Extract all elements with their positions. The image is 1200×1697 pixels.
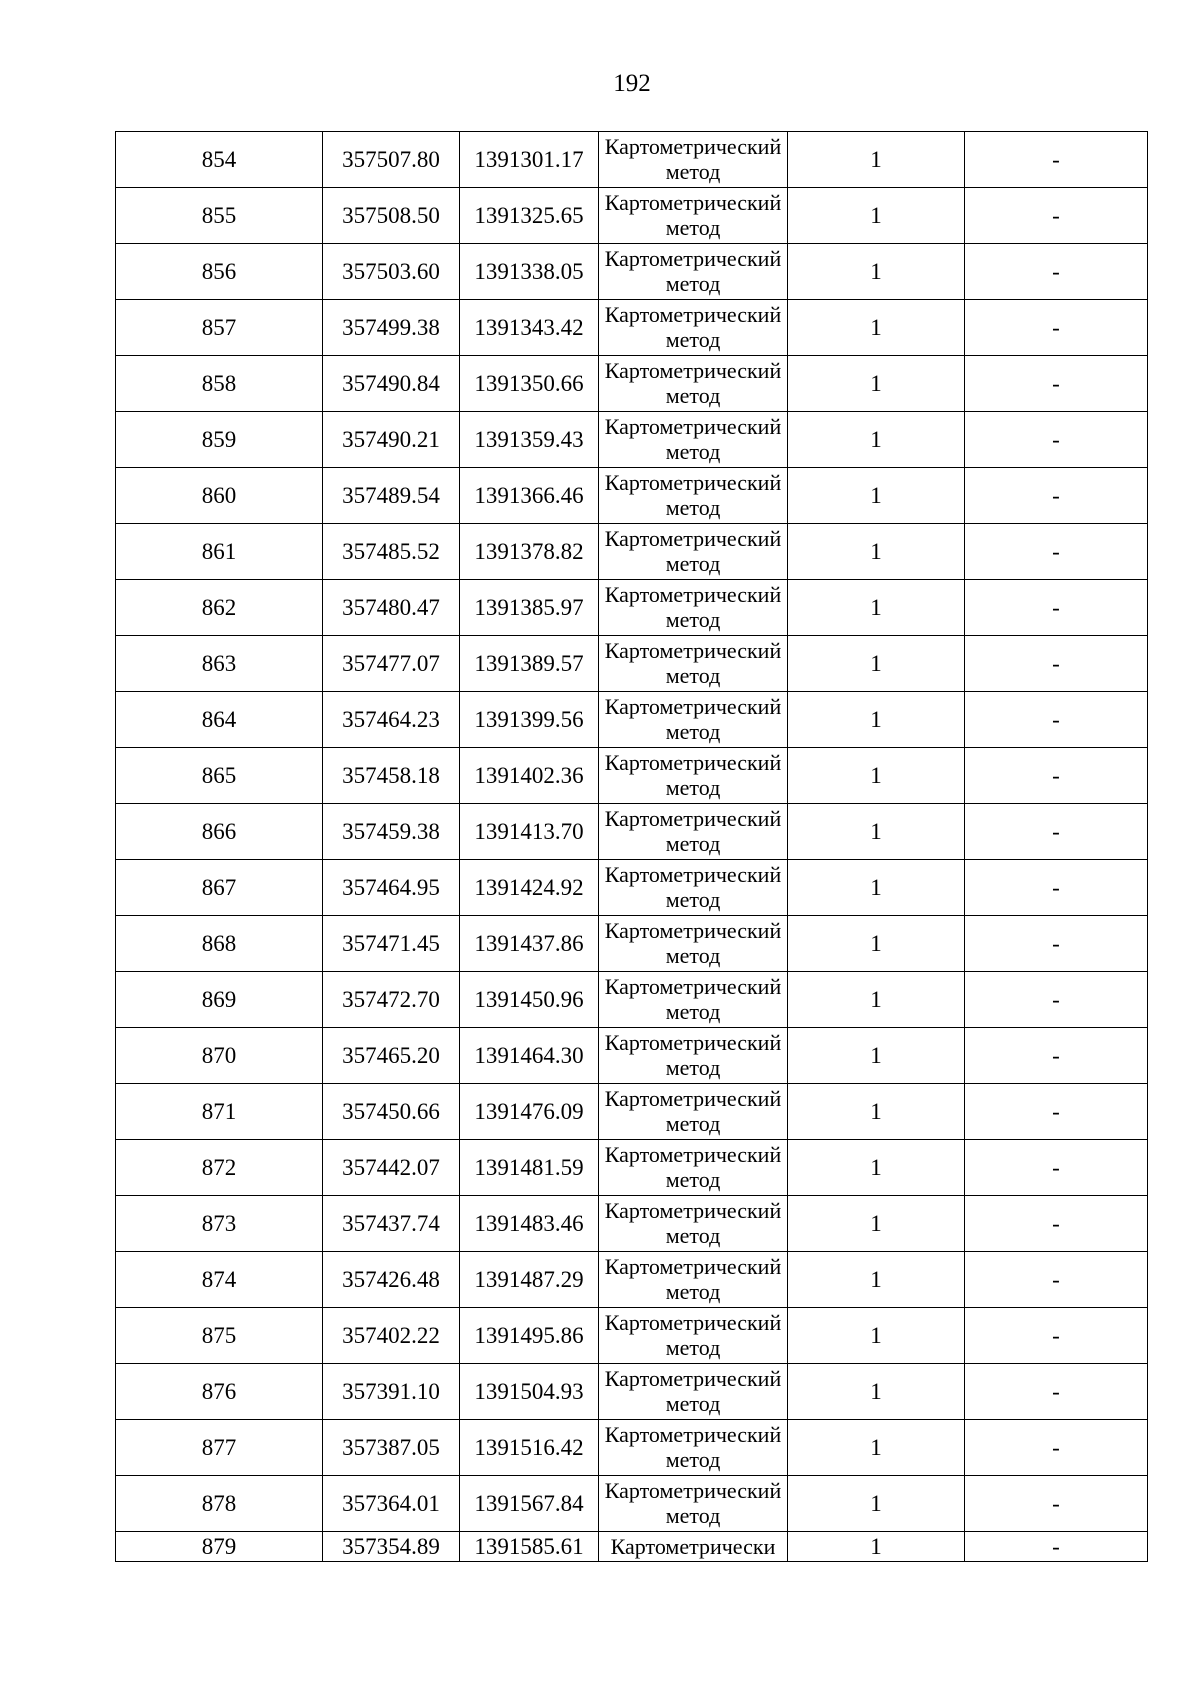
x-coordinate-cell: 357426.48 [323, 1252, 460, 1308]
x-coordinate-cell: 357442.07 [323, 1140, 460, 1196]
table-row [116, 1140, 1148, 1196]
method-cell: Картометрический метод [599, 1476, 788, 1532]
point-number-cell: 871 [116, 1084, 323, 1140]
note-cell: - [965, 916, 1148, 972]
accuracy-cell: 1 [788, 132, 965, 188]
point-number-cell: 856 [116, 244, 323, 300]
method-cell: Картометрический метод [599, 412, 788, 468]
note-cell: - [965, 1308, 1148, 1364]
table-row [116, 468, 1148, 524]
table-row [116, 1308, 1148, 1364]
x-coordinate-cell: 357490.84 [323, 356, 460, 412]
y-coordinate-cell: 1391389.57 [460, 636, 599, 692]
method-cell: Картометрический метод [599, 524, 788, 580]
method-cell: Картометрический метод [599, 636, 788, 692]
x-coordinate-cell: 357458.18 [323, 748, 460, 804]
accuracy-cell: 1 [788, 804, 965, 860]
table-row [116, 244, 1148, 300]
method-cell: Картометрический метод [599, 468, 788, 524]
x-coordinate-cell: 357507.80 [323, 132, 460, 188]
point-number-cell: 854 [116, 132, 323, 188]
table-row [116, 1084, 1148, 1140]
point-number-cell: 874 [116, 1252, 323, 1308]
table-row [116, 412, 1148, 468]
y-coordinate-cell: 1391301.17 [460, 132, 599, 188]
point-number-cell: 877 [116, 1420, 323, 1476]
method-cell: Картометрический метод [599, 244, 788, 300]
x-coordinate-cell: 357477.07 [323, 636, 460, 692]
y-coordinate-cell: 1391378.82 [460, 524, 599, 580]
point-number-cell: 865 [116, 748, 323, 804]
table-row [116, 860, 1148, 916]
note-cell: - [965, 300, 1148, 356]
method-cell: Картометрический метод [599, 356, 788, 412]
note-cell: - [965, 356, 1148, 412]
note-cell: - [965, 1476, 1148, 1532]
accuracy-cell: 1 [788, 972, 965, 1028]
note-cell: - [965, 132, 1148, 188]
accuracy-cell: 1 [788, 1028, 965, 1084]
point-number-cell: 866 [116, 804, 323, 860]
table-row [116, 524, 1148, 580]
y-coordinate-cell: 1391343.42 [460, 300, 599, 356]
y-coordinate-cell: 1391350.66 [460, 356, 599, 412]
table-row [116, 804, 1148, 860]
x-coordinate-cell: 357465.20 [323, 1028, 460, 1084]
x-coordinate-cell: 357503.60 [323, 244, 460, 300]
point-number-cell: 863 [116, 636, 323, 692]
coordinates-table [115, 131, 1148, 1562]
y-coordinate-cell: 1391402.36 [460, 748, 599, 804]
x-coordinate-cell: 357490.21 [323, 412, 460, 468]
y-coordinate-cell: 1391476.09 [460, 1084, 599, 1140]
point-number-cell: 858 [116, 356, 323, 412]
note-cell: - [965, 412, 1148, 468]
point-number-cell: 857 [116, 300, 323, 356]
point-number-cell: 878 [116, 1476, 323, 1532]
table-row [116, 580, 1148, 636]
x-coordinate-cell: 357499.38 [323, 300, 460, 356]
note-cell: - [965, 1364, 1148, 1420]
x-coordinate-cell: 357450.66 [323, 1084, 460, 1140]
note-cell: - [965, 1140, 1148, 1196]
accuracy-cell: 1 [788, 1140, 965, 1196]
method-cell: Картометрический метод [599, 1364, 788, 1420]
method-cell: Картометрический метод [599, 1196, 788, 1252]
note-cell: - [965, 1252, 1148, 1308]
accuracy-cell: 1 [788, 636, 965, 692]
method-cell: Картометрический метод [599, 916, 788, 972]
y-coordinate-cell: 1391567.84 [460, 1476, 599, 1532]
note-cell: - [965, 748, 1148, 804]
x-coordinate-cell: 357354.89 [323, 1532, 460, 1562]
accuracy-cell: 1 [788, 188, 965, 244]
y-coordinate-cell: 1391483.46 [460, 1196, 599, 1252]
note-cell: - [965, 244, 1148, 300]
method-cell: Картометрический метод [599, 1252, 788, 1308]
point-number-cell: 864 [116, 692, 323, 748]
x-coordinate-cell: 357464.23 [323, 692, 460, 748]
point-number-cell: 868 [116, 916, 323, 972]
y-coordinate-cell: 1391464.30 [460, 1028, 599, 1084]
method-cell: Картометрически [599, 1532, 788, 1562]
note-cell: - [965, 1532, 1148, 1562]
method-cell: Картометрический метод [599, 188, 788, 244]
note-cell: - [965, 692, 1148, 748]
table-row [116, 972, 1148, 1028]
accuracy-cell: 1 [788, 748, 965, 804]
table-row [116, 188, 1148, 244]
table-row [116, 748, 1148, 804]
method-cell: Картометрический метод [599, 300, 788, 356]
y-coordinate-cell: 1391366.46 [460, 468, 599, 524]
note-cell: - [965, 1420, 1148, 1476]
y-coordinate-cell: 1391325.65 [460, 188, 599, 244]
method-cell: Картометрический метод [599, 1140, 788, 1196]
x-coordinate-cell: 357485.52 [323, 524, 460, 580]
accuracy-cell: 1 [788, 1252, 965, 1308]
x-coordinate-cell: 357472.70 [323, 972, 460, 1028]
y-coordinate-cell: 1391585.61 [460, 1532, 599, 1562]
accuracy-cell: 1 [788, 860, 965, 916]
accuracy-cell: 1 [788, 356, 965, 412]
method-cell: Картометрический метод [599, 1028, 788, 1084]
table-row [116, 1364, 1148, 1420]
table-row [116, 636, 1148, 692]
table-row [116, 1196, 1148, 1252]
accuracy-cell: 1 [788, 468, 965, 524]
accuracy-cell: 1 [788, 1308, 965, 1364]
note-cell: - [965, 524, 1148, 580]
point-number-cell: 859 [116, 412, 323, 468]
note-cell: - [965, 1084, 1148, 1140]
point-number-cell: 855 [116, 188, 323, 244]
y-coordinate-cell: 1391399.56 [460, 692, 599, 748]
method-cell: Картометрический метод [599, 748, 788, 804]
y-coordinate-cell: 1391504.93 [460, 1364, 599, 1420]
x-coordinate-cell: 357402.22 [323, 1308, 460, 1364]
table-row [116, 300, 1148, 356]
y-coordinate-cell: 1391424.92 [460, 860, 599, 916]
accuracy-cell: 1 [788, 1420, 965, 1476]
table-row [116, 1252, 1148, 1308]
table-row [116, 132, 1148, 188]
note-cell: - [965, 188, 1148, 244]
x-coordinate-cell: 357364.01 [323, 1476, 460, 1532]
accuracy-cell: 1 [788, 300, 965, 356]
table-row [116, 1476, 1148, 1532]
method-cell: Картометрический метод [599, 972, 788, 1028]
method-cell: Картометрический метод [599, 1084, 788, 1140]
note-cell: - [965, 972, 1148, 1028]
accuracy-cell: 1 [788, 1196, 965, 1252]
x-coordinate-cell: 357387.05 [323, 1420, 460, 1476]
accuracy-cell: 1 [788, 580, 965, 636]
accuracy-cell: 1 [788, 244, 965, 300]
accuracy-cell: 1 [788, 524, 965, 580]
note-cell: - [965, 636, 1148, 692]
note-cell: - [965, 468, 1148, 524]
note-cell: - [965, 1028, 1148, 1084]
note-cell: - [965, 804, 1148, 860]
point-number-cell: 869 [116, 972, 323, 1028]
point-number-cell: 870 [116, 1028, 323, 1084]
point-number-cell: 876 [116, 1364, 323, 1420]
x-coordinate-cell: 357464.95 [323, 860, 460, 916]
y-coordinate-cell: 1391487.29 [460, 1252, 599, 1308]
y-coordinate-cell: 1391338.05 [460, 244, 599, 300]
y-coordinate-cell: 1391413.70 [460, 804, 599, 860]
method-cell: Картометрический метод [599, 132, 788, 188]
point-number-cell: 860 [116, 468, 323, 524]
page-number: 192 [613, 70, 651, 97]
method-cell: Картометрический метод [599, 580, 788, 636]
x-coordinate-cell: 357508.50 [323, 188, 460, 244]
accuracy-cell: 1 [788, 1532, 965, 1562]
table-row [116, 1532, 1148, 1562]
y-coordinate-cell: 1391481.59 [460, 1140, 599, 1196]
point-number-cell: 875 [116, 1308, 323, 1364]
x-coordinate-cell: 357391.10 [323, 1364, 460, 1420]
table-row [116, 356, 1148, 412]
y-coordinate-cell: 1391495.86 [460, 1308, 599, 1364]
table-row [116, 916, 1148, 972]
x-coordinate-cell: 357437.74 [323, 1196, 460, 1252]
point-number-cell: 872 [116, 1140, 323, 1196]
table-row [116, 1420, 1148, 1476]
y-coordinate-cell: 1391450.96 [460, 972, 599, 1028]
y-coordinate-cell: 1391437.86 [460, 916, 599, 972]
x-coordinate-cell: 357480.47 [323, 580, 460, 636]
note-cell: - [965, 860, 1148, 916]
accuracy-cell: 1 [788, 1364, 965, 1420]
table-row [116, 1028, 1148, 1084]
table-row [116, 692, 1148, 748]
point-number-cell: 879 [116, 1532, 323, 1562]
method-cell: Картометрический метод [599, 1420, 788, 1476]
note-cell: - [965, 580, 1148, 636]
method-cell: Картометрический метод [599, 804, 788, 860]
method-cell: Картометрический метод [599, 1308, 788, 1364]
accuracy-cell: 1 [788, 412, 965, 468]
y-coordinate-cell: 1391516.42 [460, 1420, 599, 1476]
method-cell: Картометрический метод [599, 692, 788, 748]
point-number-cell: 862 [116, 580, 323, 636]
note-cell: - [965, 1196, 1148, 1252]
x-coordinate-cell: 357489.54 [323, 468, 460, 524]
accuracy-cell: 1 [788, 916, 965, 972]
method-cell: Картометрический метод [599, 860, 788, 916]
x-coordinate-cell: 357471.45 [323, 916, 460, 972]
table-body [116, 132, 1148, 1562]
accuracy-cell: 1 [788, 1084, 965, 1140]
x-coordinate-cell: 357459.38 [323, 804, 460, 860]
accuracy-cell: 1 [788, 692, 965, 748]
accuracy-cell: 1 [788, 1476, 965, 1532]
point-number-cell: 873 [116, 1196, 323, 1252]
y-coordinate-cell: 1391385.97 [460, 580, 599, 636]
y-coordinate-cell: 1391359.43 [460, 412, 599, 468]
point-number-cell: 861 [116, 524, 323, 580]
point-number-cell: 867 [116, 860, 323, 916]
